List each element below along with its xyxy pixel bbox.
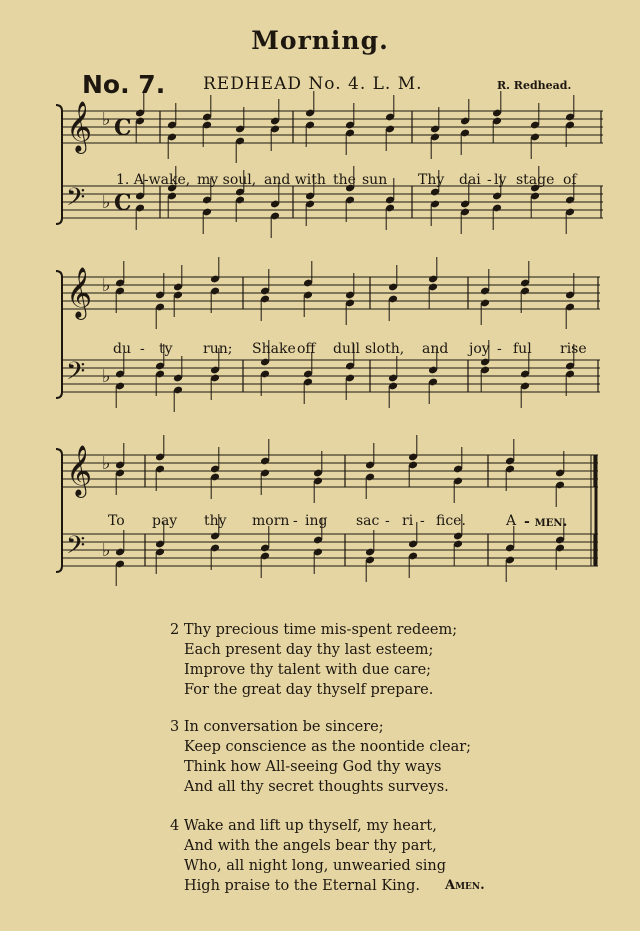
lyric-syllable: sloth, (365, 341, 405, 357)
verse-line: Who, all night long, unwearied sing (184, 858, 447, 874)
lyric-syllable: ing (305, 513, 328, 529)
verse-4 (170, 816, 446, 896)
verse-line: And with the angels bear thy part, (184, 838, 437, 854)
verse-line: Think how All-seeing God thy ways (184, 759, 442, 775)
lyric-syllable: dai (459, 172, 481, 188)
tune-name: REDHEAD No. 4. L. M. (203, 74, 423, 94)
lyric-syllable: - (420, 513, 425, 529)
lyric-syllable: my soul, (197, 172, 257, 188)
lyric-syllable: - (140, 341, 145, 357)
lyric-syllable: Shake (252, 341, 296, 357)
system-bracket-hook (56, 449, 62, 455)
verse-line: For the great day thyself prepare. (184, 682, 434, 698)
system-bracket-hook (56, 218, 62, 224)
amen-label: Amen. (445, 878, 485, 893)
lyric-syllable: ri (402, 513, 414, 529)
bass-clef-icon: 𝄢 (66, 531, 86, 566)
lyric-syllable: the (333, 172, 356, 188)
lyrics-line-1 (0, 172, 640, 192)
composer: R. Redhead. (497, 79, 572, 92)
system-bracket-hook (56, 105, 62, 111)
verse-line: Each present day thy last esteem; (184, 642, 434, 658)
lyric-syllable: A (506, 513, 517, 529)
lyric-syllable: of (563, 172, 577, 188)
lyric-syllable: ly (494, 172, 507, 188)
verse-line: And all thy secret thoughts surveys. (184, 779, 449, 795)
hymn-number: No. 7. (82, 70, 166, 99)
verse-line: Keep conscience as the noontide clear; (184, 739, 472, 755)
lyric-syllable: fice. (436, 513, 466, 529)
treble-clef-icon: 𝄞 (66, 267, 93, 318)
lyric-syllable: thy (204, 513, 227, 529)
common-time-icon: C (114, 115, 132, 141)
lyric-syllable: run; (203, 341, 233, 357)
lyric-syllable: ful (513, 341, 532, 357)
lyric-syllable: rise (560, 341, 587, 357)
page-title: Morning. (251, 26, 389, 55)
lyric-syllable: sun (362, 172, 388, 188)
verse-line: Improve thy talent with due care; (184, 662, 432, 678)
flat-sign-icon: ♭ (102, 192, 111, 213)
lyric-syllable: stage (516, 172, 555, 188)
flat-sign-icon: ♭ (102, 366, 111, 387)
treble-clef-icon: 𝄞 (66, 445, 93, 496)
verse-3 (170, 717, 471, 797)
lyric-syllable: pay (152, 513, 178, 529)
lyric-syllable: and (422, 341, 449, 357)
common-time-icon: C (114, 190, 132, 216)
lyric-syllable: ty (159, 341, 173, 357)
system-bracket-hook (56, 271, 62, 277)
flat-sign-icon: ♭ (102, 275, 111, 296)
lyric-syllable: morn (252, 513, 290, 529)
lyric-syllable: joy (469, 341, 490, 357)
flat-sign-icon: ♭ (102, 453, 111, 474)
verse-2 (170, 620, 457, 700)
lyric-syllable: and with (264, 172, 326, 188)
lyric-syllable: - men. (524, 514, 568, 530)
system-bracket-hook (56, 392, 62, 398)
lyric-syllable: off (297, 341, 316, 357)
verse-line: High praise to the Eternal King. (184, 878, 421, 894)
bass-clef-icon: 𝄢 (66, 357, 86, 392)
bass-clef-icon: 𝄢 (66, 183, 86, 218)
lyric-syllable: du (113, 341, 131, 357)
lyric-syllable: - (487, 172, 492, 188)
lyric-syllable: 1. A-wake, (116, 172, 191, 188)
verse-line: 3 In conversation be sincere; (170, 719, 384, 735)
lyric-syllable: To (108, 513, 125, 529)
treble-clef-icon: 𝄞 (66, 101, 93, 152)
lyric-syllable: dull (333, 341, 360, 357)
lyric-syllable: - (497, 341, 502, 357)
flat-sign-icon: ♭ (102, 540, 111, 561)
lyric-syllable: Thy (418, 172, 445, 188)
flat-sign-icon: ♭ (102, 109, 111, 130)
lyrics-line-3 (0, 513, 640, 533)
lyrics-line-2 (0, 341, 640, 361)
lyric-syllable: sac (356, 513, 380, 529)
lyric-syllable: - (293, 513, 298, 529)
lyric-syllable: - (385, 513, 390, 529)
verse-line: 4 Wake and lift up thyself, my heart, (170, 818, 437, 834)
system-bracket-hook (56, 566, 62, 572)
verse-line: 2 Thy precious time mis-spent redeem; (170, 622, 458, 638)
